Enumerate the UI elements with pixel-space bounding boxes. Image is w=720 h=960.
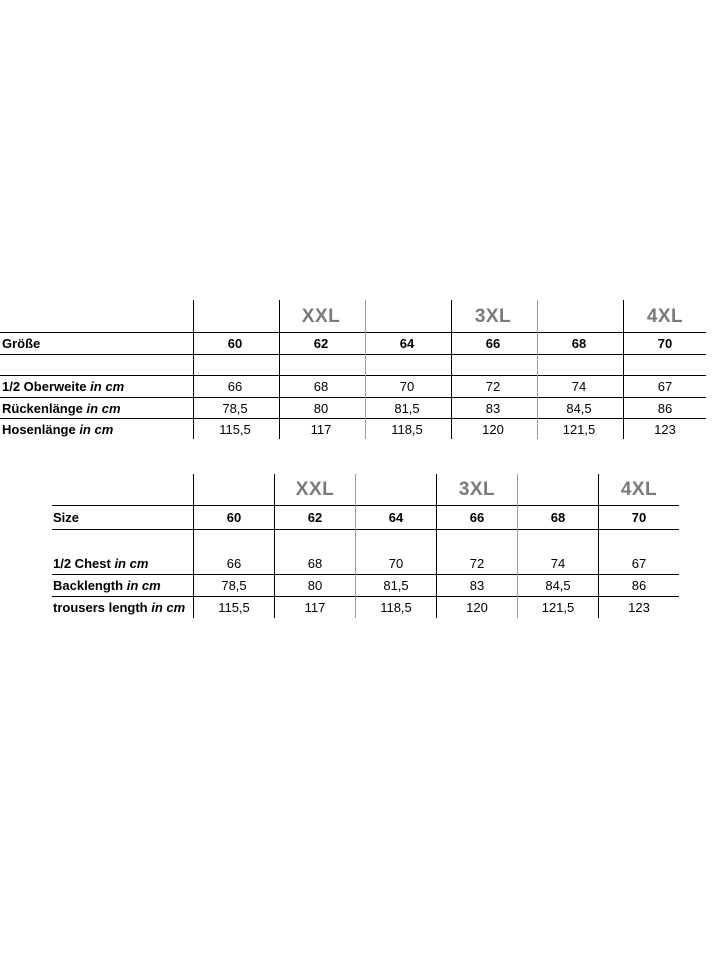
table-cell: 80 — [313, 400, 329, 416]
rule — [0, 354, 706, 355]
table-cell: 120 — [482, 421, 504, 437]
row-label: trousers length in cm — [53, 599, 186, 615]
size-70: 70 — [657, 335, 673, 351]
table-cell: 72 — [485, 378, 501, 394]
table-cell: 70 — [388, 555, 404, 571]
table-cell: 78,5 — [222, 400, 248, 416]
rule — [52, 596, 679, 597]
column-divider — [279, 300, 280, 439]
size-label-3xl: 3XL — [474, 306, 512, 327]
table-cell: 68 — [313, 378, 329, 394]
size-64: 64 — [388, 509, 404, 525]
rule — [52, 529, 679, 530]
size-label-4xl: 4XL — [620, 479, 658, 500]
size-label-3xl: 3XL — [458, 479, 496, 500]
table-cell: 78,5 — [221, 577, 247, 593]
rule — [0, 332, 706, 333]
column-divider — [193, 300, 194, 439]
size-66: 66 — [469, 509, 485, 525]
table-cell: 83 — [469, 577, 485, 593]
size-68: 68 — [571, 335, 587, 351]
rule — [0, 397, 706, 398]
size-64: 64 — [399, 335, 415, 351]
table-cell: 84,5 — [545, 577, 571, 593]
column-divider — [436, 474, 437, 618]
column-divider — [365, 300, 366, 439]
size-62: 62 — [307, 509, 323, 525]
row-label: 1/2 Oberweite in cm — [2, 378, 125, 394]
table-cell: 115,5 — [218, 599, 250, 615]
table-cell: 81,5 — [394, 400, 420, 416]
column-divider — [193, 474, 194, 618]
row-label: Backlength in cm — [53, 577, 161, 593]
column-divider — [451, 300, 452, 439]
table-cell: 80 — [307, 577, 323, 593]
table-cell: 67 — [631, 555, 647, 571]
size-60: 60 — [226, 509, 242, 525]
table-cell: 123 — [628, 599, 650, 615]
table-cell: 117 — [304, 599, 326, 615]
column-divider — [517, 474, 518, 618]
header-label: Größe — [2, 335, 41, 351]
size-label-xxl: XXL — [301, 306, 341, 327]
table-cell: 72 — [469, 555, 485, 571]
table-cell: 118,5 — [380, 599, 412, 615]
table-cell: 66 — [227, 378, 243, 394]
row-label: Rückenlänge in cm — [2, 400, 121, 416]
column-divider — [274, 474, 275, 618]
column-divider — [598, 474, 599, 618]
rule — [0, 375, 706, 376]
size-70: 70 — [631, 509, 647, 525]
table-cell: 86 — [657, 400, 673, 416]
row-label: 1/2 Chest in cm — [53, 555, 149, 571]
size-62: 62 — [313, 335, 329, 351]
table-cell: 74 — [550, 555, 566, 571]
table-cell: 66 — [226, 555, 242, 571]
row-label: Hosenlänge in cm — [2, 421, 114, 437]
table-cell: 115,5 — [219, 421, 251, 437]
table-cell: 81,5 — [383, 577, 409, 593]
table-cell: 121,5 — [541, 599, 575, 615]
size-label-xxl: XXL — [295, 479, 335, 500]
size-60: 60 — [227, 335, 243, 351]
size-66: 66 — [485, 335, 501, 351]
size-label-4xl: 4XL — [646, 306, 684, 327]
table-cell: 83 — [485, 400, 501, 416]
table-cell: 70 — [399, 378, 415, 394]
table-cell: 86 — [631, 577, 647, 593]
column-divider — [623, 300, 624, 439]
table-cell: 121,5 — [562, 421, 596, 437]
table-cell: 74 — [571, 378, 587, 394]
table-cell: 84,5 — [566, 400, 592, 416]
table-cell: 123 — [654, 421, 676, 437]
table-cell: 68 — [307, 555, 323, 571]
table-cell: 118,5 — [391, 421, 423, 437]
table-cell: 67 — [657, 378, 673, 394]
column-divider — [355, 474, 356, 618]
size-68: 68 — [550, 509, 566, 525]
header-label: Size — [53, 509, 80, 525]
rule — [0, 418, 706, 419]
table-cell: 120 — [466, 599, 488, 615]
table-cell: 117 — [310, 421, 332, 437]
rule — [52, 505, 679, 506]
column-divider — [537, 300, 538, 439]
rule — [52, 574, 679, 575]
